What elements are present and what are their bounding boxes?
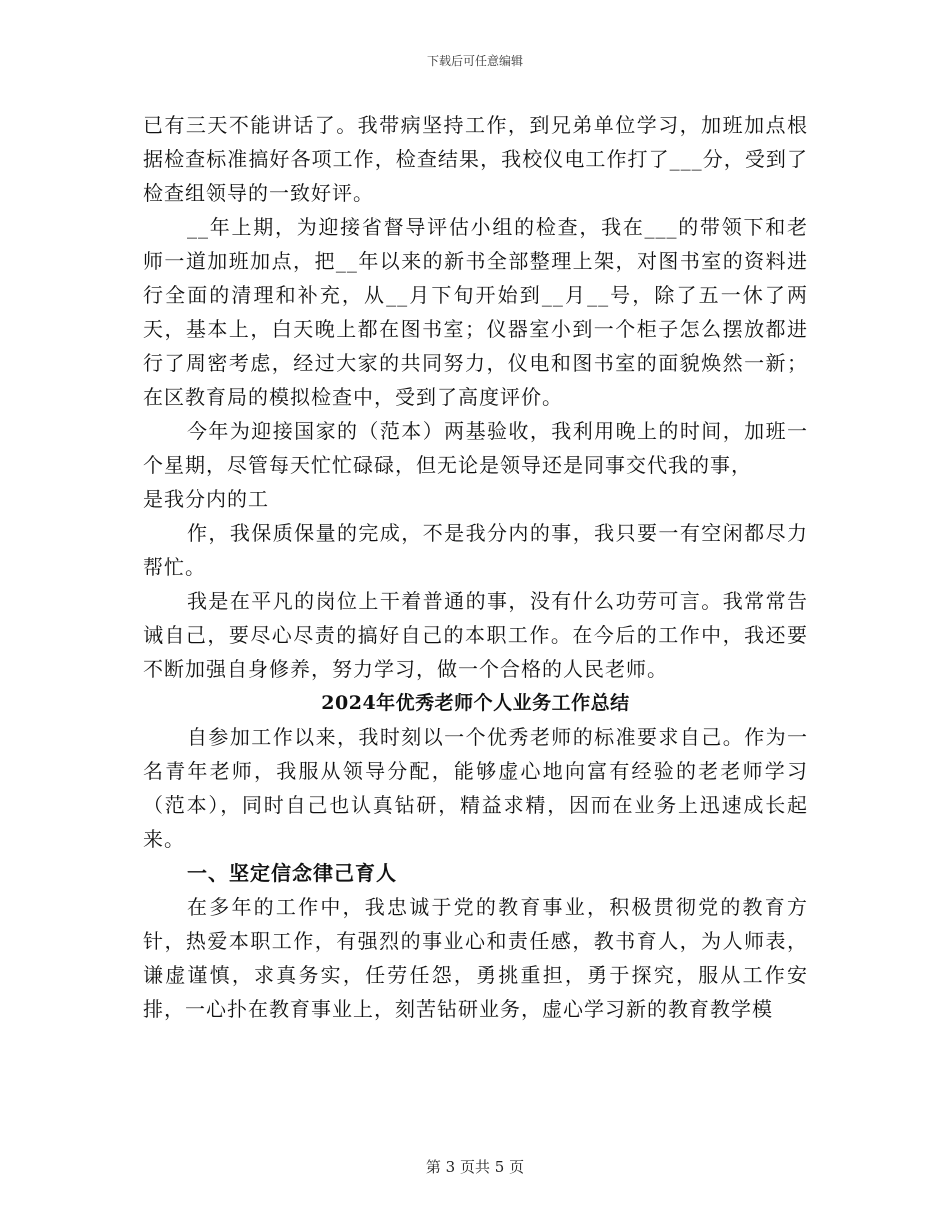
section-heading: 一、坚定信念律己育人 (187, 861, 397, 885)
paragraph-continued: 已有三天不能讲话了。我带病坚持工作，到兄弟单位学习，加班加点根据检查标准搞好各项工作，检查结果，我校仪电工作打了___分，受到了检查组领导的一致好评。 (143, 113, 808, 205)
paragraph-acceptance-tail: 是我分内的工 (143, 487, 269, 511)
paragraph-beliefs: 在多年的工作中，我忠诚于党的教育事业，积极贯彻党的教育方针，热爱本职工作，有强烈的事业心和责任感，教书育人，为人师表，谦虚谨慎，求真务实，任劳任怨，勇挑重担，勇于探究，服从工作安排，一心扑在教育事业上，刻苦钻研业务，虚心学习新的教育教学模 (143, 895, 808, 1021)
paragraph-self-reflection: 我是在平凡的岗位上干着普通的事，没有什么功劳可言。我常常告诫自己，要尽心尽责的搞好自己的本职工作。在今后的工作中，我还要不断加强自身修养，努力学习，做一个合格的人民老师。 (143, 589, 808, 681)
paragraph-quality-work: 作，我保质保量的完成，不是我分内的事，我只要一有空闲都尽力帮忙。 (143, 521, 808, 579)
paragraph-acceptance-work: 今年为迎接国家的（范本）两基验收，我利用晚上的时间，加班一个星期，尽管每天忙忙碌碌，但无论是领导还是同事交代我的事， (143, 419, 808, 477)
page-header: 下载后可任意编辑 (426, 54, 523, 68)
paragraph-intro: 自参加工作以来，我时刻以一个优秀老师的标准要求自己。作为一名青年老师，我服从领导分配，能够虚心地向富有经验的老老师学习（范本），同时自己也认真钻研，精益求精，因而在业务上迅速成长起来。 (143, 725, 808, 851)
paragraph-library-work: __年上期，为迎接省督导评估小组的检查，我在___的带领下和老师一道加班加点，把__年以来的新书全部整理上架，对图书室的资料进行全面的清理和补充，从__月下旬开始到__月__号，除了五一休了两天，基本上，白天晚上都在图书室；仪器室小到一个柜子怎么摆放都进行了周密考虑，经过大家的共同努力，仪电和图书室的面貌焕然一新；在区教育局的模拟检查中，受到了高度评价。 (143, 215, 808, 409)
section-title: 2024年优秀老师个人业务工作总结 (321, 692, 630, 714)
document-body (143, 108, 808, 1026)
page-footer: 第 3 页共 5 页 (425, 1158, 525, 1176)
